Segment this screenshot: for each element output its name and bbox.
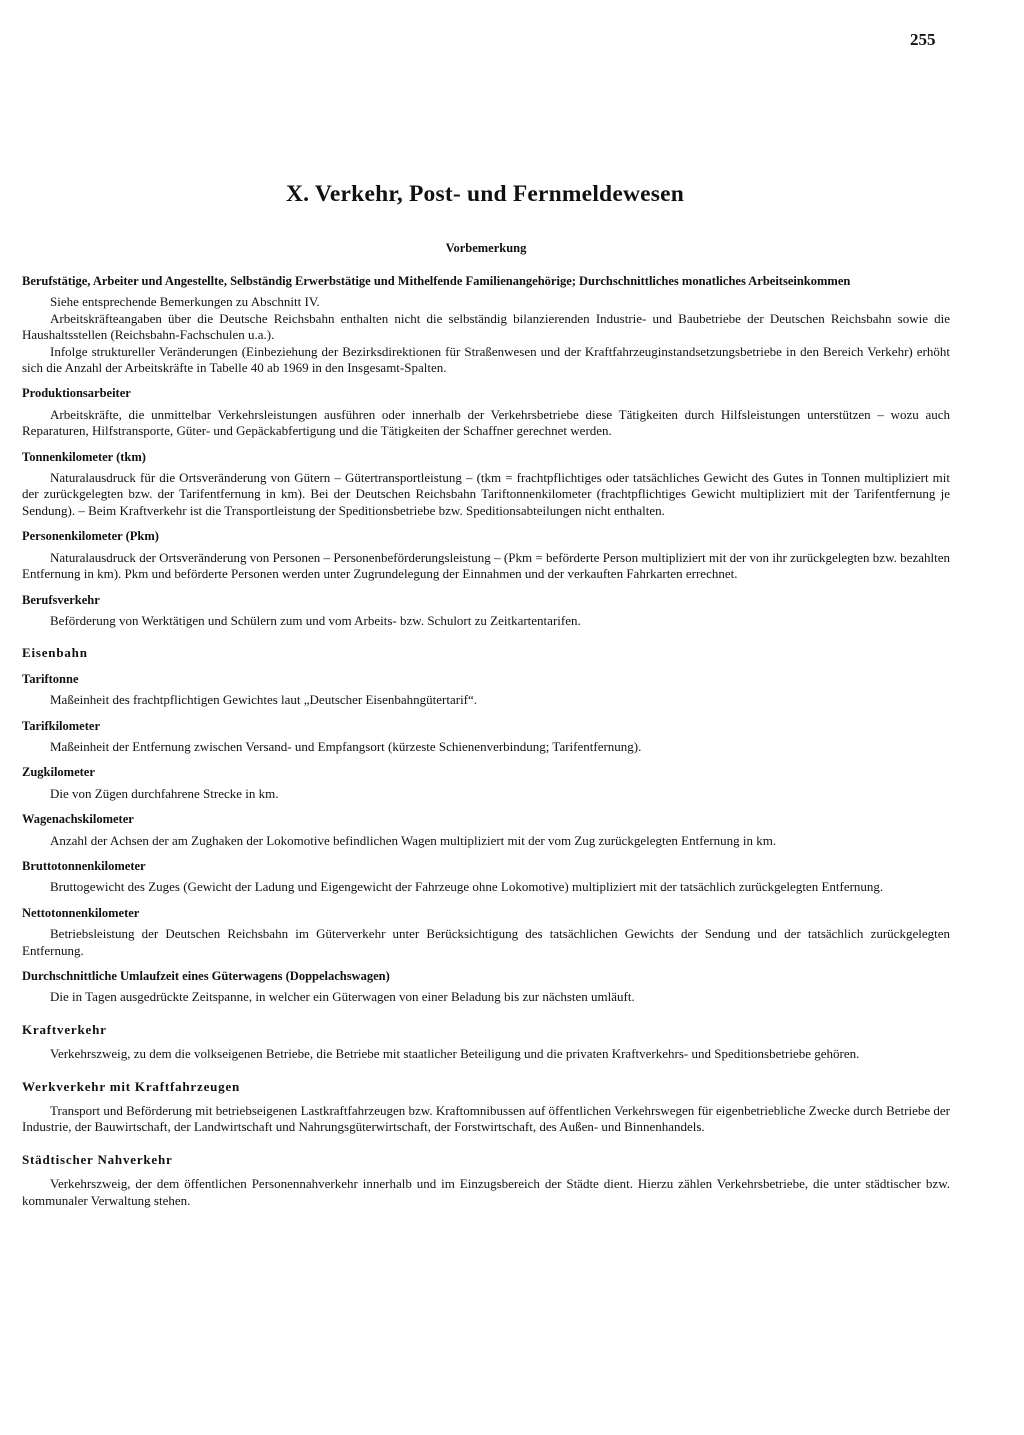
paragraph: Die von Zügen durchfahrene Strecke in km. (50, 785, 279, 801)
section (22, 718, 950, 756)
section (22, 385, 950, 439)
section-heading: Wagenachskilometer (22, 812, 134, 827)
section-heading: Werkverkehr mit Kraftfahrzeugen (22, 1078, 241, 1094)
section (22, 273, 950, 376)
paragraph: Maßeinheit der Entfernung zwischen Versand- und Empfangsort (kürzeste Schienenverbindung; Tarifentfernung). (50, 738, 642, 754)
paragraph: Betriebsleistung der Deutschen Reichsbahn im Güterverkehr unter Berücksichtigung des tatsächlichen Gewichts der Sendung und der tatsächlich zurückgelegten Entfernung. (22, 926, 950, 958)
section-heading: Tonnenkilometer (tkm) (22, 449, 146, 464)
paragraph: Naturalausdruck der Ortsveränderung von Personen – Personenbeförderungsleistung – (Pkm = beförderte Person multipliziert mit der von ihr zurückgelegten bzw. bezahlten Entfernung in km). Pkm und beförderte Personen werden unter Zugrundelegung der Einnahmen und der verkauften Fahrkarten errechnet. (22, 549, 950, 582)
paragraph: Arbeitskräfte, die unmittelbar Verkehrsleistungen ausführen oder innerhalb der Verkehrsbetriebe diese Tätigkeiten durch Hilfsleistungen unterstützen – wozu auch Reparaturen, Hilfstransporte, Güter- und Gepäckabfertigung und die Tätigkeiten der Schaffner gerechnet werden. (22, 406, 950, 439)
document-body (22, 273, 950, 1209)
section (22, 811, 950, 849)
section (22, 858, 950, 896)
section-heading: Tarifkilometer (22, 718, 100, 733)
paragraph: Beförderung von Werktätigen und Schülern zum und vom Arbeits- bzw. Schulort zu Zeitkartentarifen. (50, 612, 581, 628)
paragraph: Verkehrszweig, der dem öffentlichen Personennahverkehr innerhalb und im Einzugsbereich der Städte dient. Hierzu zählen Verkehrsbetriebe, die unter städtischer bzw. kommunaler Verwaltung stehen. (22, 1176, 950, 1208)
section-heading: Tariftonne (22, 671, 79, 686)
section-heading: Berufsverkehr (22, 592, 100, 607)
section-heading: Nettotonnenkilometer (22, 905, 140, 920)
section (22, 1022, 950, 1063)
section (22, 968, 950, 1006)
paragraph: Infolge struktureller Veränderungen (Einbeziehung der Bezirksdirektionen für Straßenwesen und der Kraftfahrzeuginstandsetzungsbetriebe in den Bereich Verkehr) erhöht sich die Anzahl der Arbeitskräfte in Tabelle 40 ab 1969 in den Insgesamt-Spalten. (22, 343, 950, 376)
paragraph: Bruttogewicht des Zuges (Gewicht der Ladung und Eigengewicht der Fahrzeuge ohne Lokomotive) multipliziert mit der tatsächlich zurückgelegten Entfernung. (50, 879, 884, 895)
section-heading: Produktionsarbeiter (22, 386, 131, 401)
section (22, 592, 950, 630)
paragraph: Die in Tagen ausgedrückte Zeitspanne, in welcher ein Güterwagen von einer Beladung bis zur nächsten umläuft. (50, 989, 635, 1005)
section-heading: Bruttotonnenkilometer (22, 858, 146, 873)
section (22, 764, 950, 802)
section-heading: Zugkilometer (22, 765, 95, 780)
section (22, 905, 950, 959)
section-heading: Berufstätige, Arbeiter und Angestellte, Selbständig Erwerbstätige und Mithelfende Familienangehörige; Durchschnittliches monatliches Arbeitseinkommen (22, 274, 851, 288)
page-number: 255 (910, 30, 936, 49)
paragraph: Maßeinheit des frachtpflichtigen Gewichtes laut „Deutscher Eisenbahngütertarif“. (50, 692, 478, 708)
section-heading: Eisenbahn (22, 645, 88, 661)
paragraph: Anzahl der Achsen der am Zughaken der Lokomotive befindlichen Wagen multipliziert mit der vom Zug zurückgelegten Entfernung in km. (50, 832, 777, 848)
section-heading: Kraftverkehr (22, 1021, 107, 1037)
section (22, 1152, 950, 1209)
section-heading: Personenkilometer (Pkm) (22, 529, 159, 544)
paragraph: Arbeitskräfteangaben über die Deutsche Reichsbahn enthalten nicht die selbständig bilanzierenden Industrie- und Baubetriebe der Deutschen Reichsbahn sowie die Haushaltsstellen (Reichsbahn-Fachschulen u.a.). (22, 310, 950, 343)
paragraph: Siehe entsprechende Bemerkungen zu Abschnitt IV. (50, 294, 320, 310)
section (22, 671, 950, 709)
section (22, 528, 950, 582)
subtitle: Vorbemerkung (445, 241, 527, 255)
paragraph: Transport und Beförderung mit betriebseigenen Lastkraftfahrzeugen bzw. Kraftomnibussen auf öffentlichen Verkehrswegen für eigenbetriebliche Zwecke durch Betriebe der Industrie, der Bauwirtschaft, der Landwirtschaft und Nahrungsgüterwirtschaft, der Forstwirtschaft, des Außen- und Binnenhandels. (22, 1103, 950, 1135)
section (22, 449, 950, 520)
section-heading: Städtischer Nahverkehr (22, 1151, 173, 1167)
section (22, 1079, 950, 1136)
section (22, 645, 950, 661)
paragraph: Verkehrszweig, zu dem die volkseigenen Betriebe, die Betriebe mit staatlicher Beteiligung und die privaten Kraftverkehrs- und Speditionsbetriebe gehören. (50, 1046, 860, 1062)
chapter-title: X. Verkehr, Post- und Fernmeldewesen (286, 181, 684, 207)
section-heading: Durchschnittliche Umlaufzeit eines Güterwagens (Doppelachswagen) (22, 969, 390, 983)
paragraph: Naturalausdruck für die Ortsveränderung von Gütern – Gütertransportleistung – (tkm = frachtpflichtiges oder tatsächliches Gewicht des Gutes in Tonnen multipliziert mit der zurückgelegten bzw. der Tarifentfernung in km). Bei der Deutschen Reichsbahn Tariftonnenkilometer (frachtpflichtiges Gewicht multipliziert mit der Tarifentfernung je Sendung). – Beim Kraftverkehr ist die Transportleistung der Speditionsbetriebe bzw. Speditionsabteilungen nicht enthalten. (22, 470, 950, 518)
